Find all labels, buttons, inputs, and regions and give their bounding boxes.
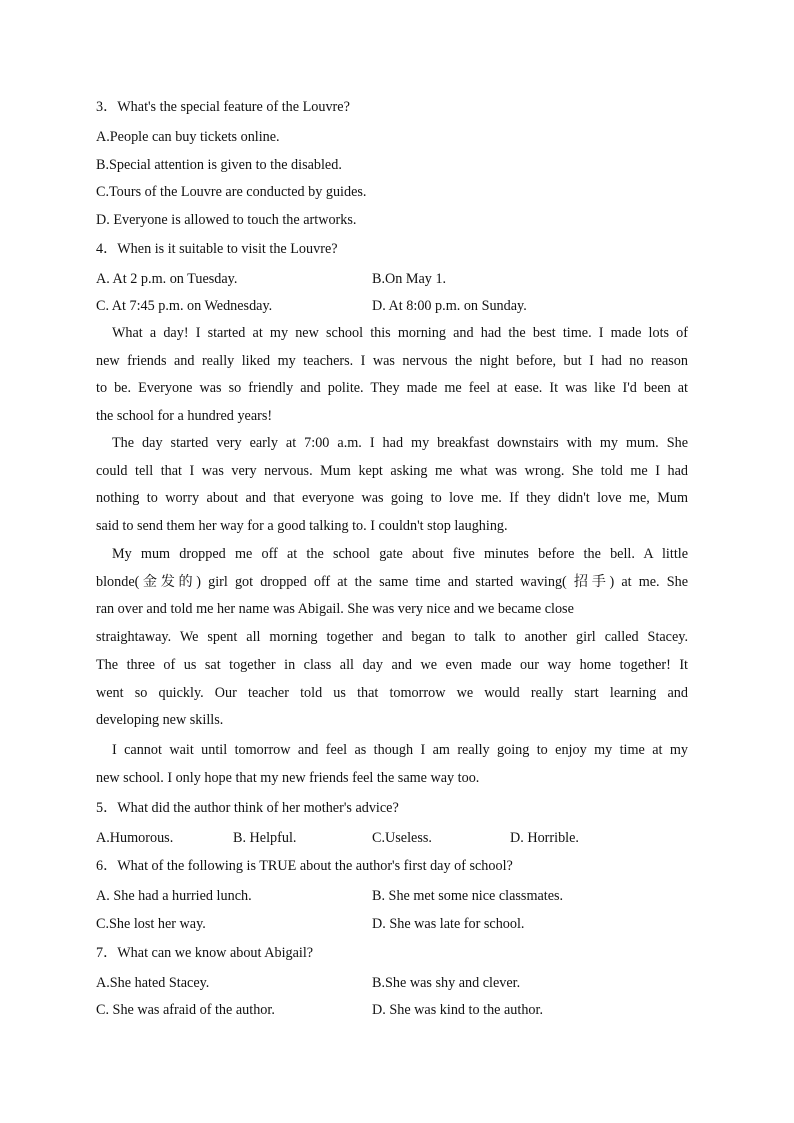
passage-line: The three of us sat together in class all day and we even made our way home together! It (96, 656, 688, 673)
passage-line: blonde(金发的) girl got dropped off at the same time and started waving( 招手) at me. She (96, 573, 688, 590)
passage-line: new school. I only hope that my new friends feel the same way too. (96, 769, 480, 786)
question-7-option-c: C. She was afraid of the author. (96, 1002, 275, 1018)
passage-line: nothing to worry about and that everyone was going to love me. If they didn't love me, Mum (96, 490, 688, 507)
question-7-option-b: B.She was shy and clever. (372, 975, 521, 991)
passage-line: My mum dropped me off at the school gate about five minutes before the bell. A little (112, 546, 688, 562)
passage-line: developing new skills. (96, 712, 224, 729)
passage-paragraph-1 (96, 320, 688, 431)
question-5-option-b: B. Helpful. (233, 830, 297, 846)
passage-line: said to send them her way for a good talking to. I couldn't stop laughing. (96, 518, 508, 535)
question-6-stem: 6．What of the following is TRUE about the author's first day of school? (96, 858, 513, 874)
passage-paragraph-4 (96, 737, 688, 792)
passage-line: went so quickly. Our teacher told us that tomorrow we would really start learning and (96, 684, 688, 701)
question-7-option-d: D. She was kind to the author. (372, 1002, 544, 1018)
question-3-stem: 3．What's the special feature of the Louvre? (96, 99, 350, 115)
question-3-option-b: B.Special attention is given to the disabled. (96, 157, 342, 173)
question-3-option-a: A.People can buy tickets online. (96, 129, 280, 145)
question-3-option-d: D. Everyone is allowed to touch the artworks. (96, 212, 357, 228)
question-4-stem: 4．When is it suitable to visit the Louvre? (96, 241, 338, 257)
question-4-option-d: D. At 8:00 p.m. on Sunday. (372, 298, 527, 314)
question-5-option-a: A.Humorous. (96, 830, 174, 846)
question-6-option-c: C.She lost her way. (96, 916, 206, 932)
passage-line: straightaway. We spent all morning together and began to talk to another girl called Stacey. (96, 629, 688, 646)
question-4-option-b: B.On May 1. (372, 271, 447, 287)
question-6-option-d: D. She was late for school. (372, 916, 525, 932)
passage-line: new friends and really liked my teachers. I was nervous the night before, but I had no reason (96, 352, 688, 369)
passage-paragraph-3 (96, 541, 688, 735)
question-6-option-a: A. She had a hurried lunch. (96, 888, 252, 904)
passage-line: I cannot wait until tomorrow and feel as though I am really going to enjoy my time at my (112, 742, 688, 758)
passage-line: What a day! I started at my new school this morning and had the best time. I made lots of (112, 325, 688, 341)
question-7-stem: 7．What can we know about Abigail? (96, 945, 314, 961)
passage-paragraph-2 (96, 430, 688, 541)
passage-line: ran over and told me her name was Abigail. She was very nice and we became close (96, 601, 574, 618)
question-7-option-a: A.She hated Stacey. (96, 975, 210, 991)
passage-line: could tell that I was very nervous. Mum kept asking me what was wrong. She told me I had (96, 462, 688, 479)
passage-line: the school for a hundred years! (96, 408, 273, 425)
question-6-option-b: B. She met some nice classmates. (372, 888, 564, 904)
question-5-stem: 5．What did the author think of her mother's advice? (96, 800, 399, 816)
passage-line: The day started very early at 7:00 a.m. I had my breakfast downstairs with my mum. She (112, 435, 688, 451)
question-5-option-d: D. Horrible. (510, 830, 579, 846)
question-3-option-c: C.Tours of the Louvre are conducted by guides. (96, 184, 367, 200)
passage-line: to be. Everyone was so friendly and polite. They made me feel at ease. It was like I'd been at (96, 380, 688, 397)
question-4-option-c: C. At 7:45 p.m. on Wednesday. (96, 298, 273, 314)
question-4-option-a: A. At 2 p.m. on Tuesday. (96, 271, 238, 287)
question-5-option-c: C.Useless. (372, 830, 432, 846)
